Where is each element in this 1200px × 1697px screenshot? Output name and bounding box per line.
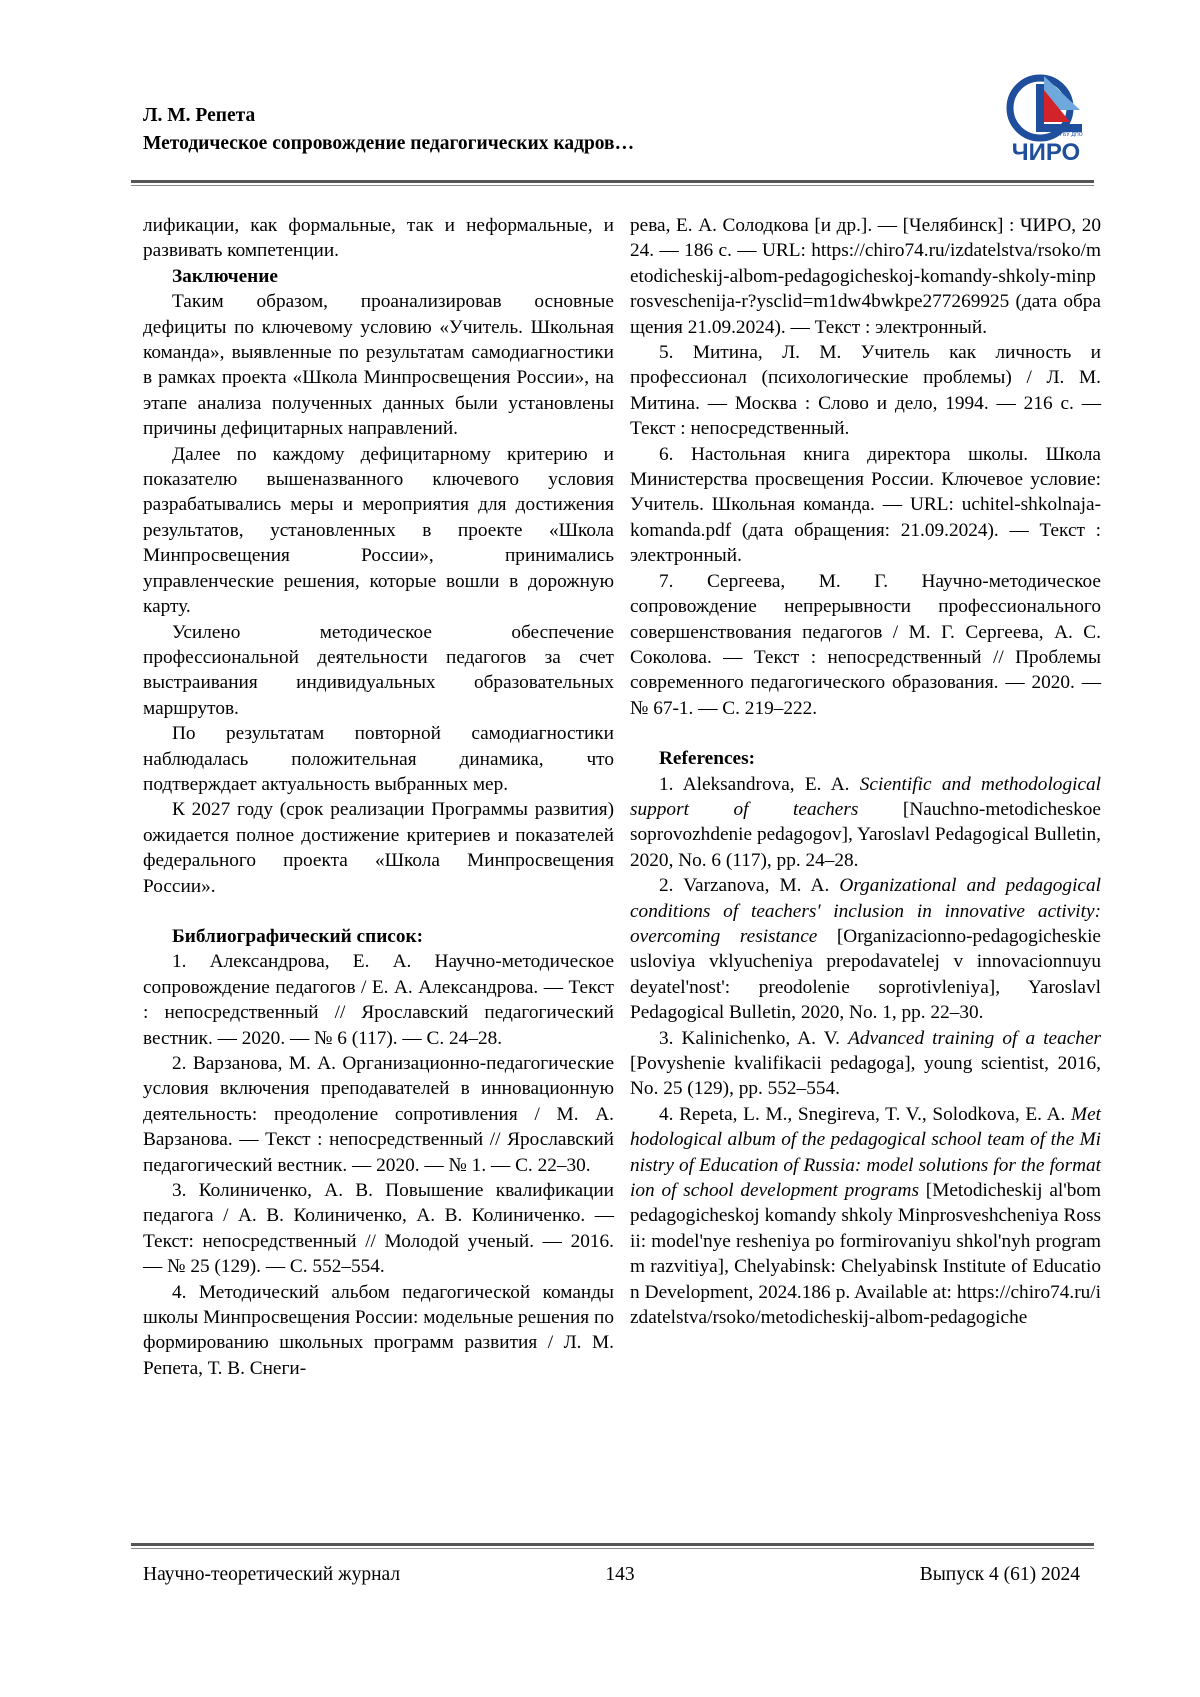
references-heading: References: (659, 748, 755, 770)
paragraph: лификации, как формальные, так и неформальные, и развивать компетенции. (143, 215, 614, 262)
reference-item: 1. Aleksandrova, E. A. Scientific and methodological support of teachers [Nauchno-metodicheskoe soprovozhdenie pedagogov], Yaroslavl Pedagogical Bulletin, 2020, No. 6 (117), pp. 24–28. (630, 773, 1101, 871)
bibliography-item: 5. Митина, Л. М. Учитель как личность и профессионал (психологические проблемы) / Л. М. Митина. — Москва : Слово и дело, 1994. — 216 с. — Текст : непосредственный. (630, 342, 1101, 440)
paragraph: Таким образом, проанализировав основные дефициты по ключевому условию «Учитель. Школьная команда», выявленные по результатам самодиагностики в рамках проекта «Школа Минпросвещения России», на этапе анализа полученных данных были установлены причины дефицитарных направлений. (143, 291, 614, 440)
running-header (143, 102, 1043, 158)
bibliography-item: 7. Сергеева, М. Г. Научно-методическое сопровождение непрерывности профессионального совершенствования педагогов / М. Г. Сергеева, А. С. Соколова. — Текст : непосредственный // Проблемы современного педагогического образования. — 2020. — № 67-1. — С. 219–222. (630, 570, 1101, 719)
paragraph: По результатам повторной самодиагностики наблюдалась положительная динамика, что подтверждает актуальность выбранных мер. (143, 723, 614, 795)
logo-small-text: ГБУ ДПО (1060, 132, 1083, 138)
header-rule-thin (131, 185, 1094, 186)
left-column (143, 213, 614, 1381)
issue-number: Выпуск 4 (61) 2024 (919, 1564, 1080, 1585)
bibliography-heading: Библиографический список: (172, 925, 424, 947)
paragraph: К 2027 году (срок реализации Программы развития) ожидается полное достижение критериев и показателей федерального проекта «Школа Минпросвещения России». (143, 799, 614, 897)
conclusion-heading: Заключение (172, 265, 278, 287)
page-number: 143 (605, 1564, 635, 1585)
chiro-logo-icon (1000, 70, 1092, 174)
paragraph: Далее по каждому дефицитарному критерию и показателю вышеназванного ключевого условия разрабатывались меры и мероприятия для достижения результатов, установленных в проекте «Школа Минпросвещения России», принимались управленческие решения, которые вошли в дорожную карту. (143, 443, 614, 618)
journal-name: Научно-теоретический журнал (143, 1564, 401, 1585)
reference-item: 4. Repeta, L. M., Snegireva, T. V., Solodkova, E. A. Methodological album of the pedagogical school team of the Ministry of Education of Russia: model solutions for the formation of school development programs [Metodicheskij al'bom pedagogicheskoj komandy shkoly Minprosveshcheniya Rossii: model'nye resheniya po formirovaniyu shkol'nyh programm razvitiya], Chelyabinsk: Chelyabinsk Institute of Education Development, 2024.186 p. Available at: https://chiro74.ru/izdatelstva/rsoko/metodicheskij-albom-pedagogiche (630, 1103, 1101, 1329)
paragraph: Усилено методическое обеспечение профессиональной деятельности педагогов за счет выстраивания индивидуальных образовательных маршрутов. (143, 621, 614, 719)
bibliography-item: 2. Варзанова, М. А. Организационно-педагогические условия включения преподавателей в инновационную деятельность: преодоление сопротивления / М. А. Варзанова. — Текст : непосредственный // Ярославский педагогический вестник. — 2020. — № 1. — С. 22–30. (143, 1053, 614, 1176)
chiro-logo (1000, 70, 1092, 174)
bibliography-item: 6. Настольная книга директора школы. Школа Министерства просвещения России. Ключевое условие: Учитель. Школьная команда. — URL: uchitel-shkolnaja-komanda.pdf (дата обращения: 21.09.2024). — Текст : электронный. (630, 443, 1101, 567)
reference-item: 2. Varzanova, M. A. Organizational and pedagogical conditions of teachers' inclusion in innovative activity: overcoming resistance [Organizacionno-pedagogicheskie usloviya vklyucheniya prepodavatelej v innovacionnuyu deyatel'nost': preodolenie soprotivleniya], Yaroslavl Pedagogical Bulletin, 2020, No. 1, pp. 22–30. (630, 875, 1101, 1024)
bibliography-item: 3. Колиниченко, А. В. Повышение квалификации педагога / А. В. Колиниченко, А. В. Колиниченко. — Текст: непосредственный // Молодой ученый. — 2016. — № 25 (129). — С. 552–554. (143, 1180, 614, 1278)
footer-rule-thin (131, 1548, 1094, 1549)
bibliography-item-continued: рева, Е. А. Солодкова [и др.]. — [Челябинск] : ЧИРО, 2024. — 186 с. — URL: https://chiro74.ru/izdatelstva/rsoko/metodicheskij-albom-pedagogicheskoj-komandy-shkoly-minprosveschenija-r?ysclid=m1dw4bwkpe277269925 (дата обращения 21.09.2024). — Текст : электронный. (630, 215, 1101, 338)
bibliography-item: 4. Методический альбом педагогической команды школы Минпросвещения России: модельные решения по формированию школьных программ развития / Л. М. Репета, Т. В. Снеги- (143, 1281, 614, 1379)
article-short-title: Методическое сопровождение педагогических кадров… (143, 133, 635, 154)
header-rule (131, 180, 1094, 183)
reference-item: 3. Kalinichenko, A. V. Advanced training of a teacher [Povyshenie kvalifikacii pedagoga], young scientist, 2016, No. 25 (129), pp. 552–554. (630, 1027, 1102, 1100)
bibliography-item: 1. Александрова, Е. А. Научно-методическое сопровождение педагогов / Е. А. Александрова. — Текст : непосредственный // Ярославский педагогический вестник. — 2020. — № 6 (117). — С. 24–28. (143, 951, 614, 1049)
author-name: Л. М. Репета (143, 105, 256, 126)
footer-rule (131, 1543, 1094, 1546)
right-column (630, 213, 1101, 1330)
logo-text: ЧИРО (1011, 139, 1081, 166)
